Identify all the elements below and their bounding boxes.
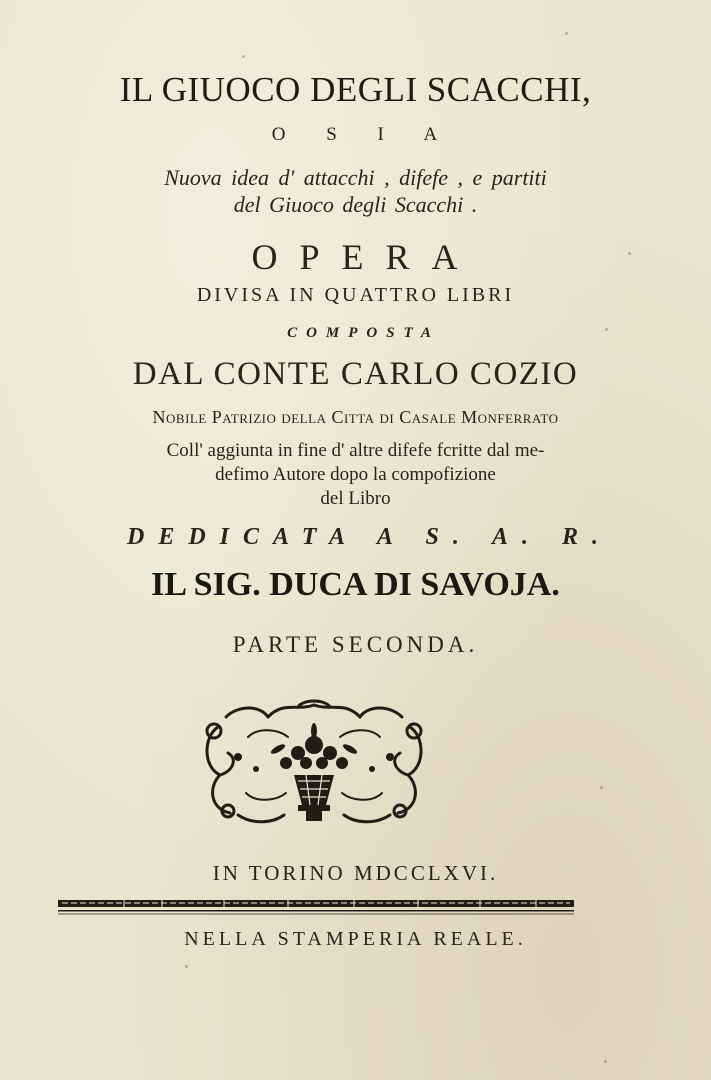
dedication-line: DEDICATA A S. A. R. xyxy=(127,524,612,550)
addition-line-2: defimo Autore dopo la compofizione xyxy=(215,464,496,485)
dedicatee-line: IL SIG. DUCA DI SAVOJA. xyxy=(151,566,560,603)
floral-cartouche-ornament-icon xyxy=(198,697,430,831)
osia-line: O S I A xyxy=(271,124,456,145)
paper-speck xyxy=(600,786,603,789)
book-title: IL GIUOCO DEGLI SCACCHI, xyxy=(119,70,592,109)
paper-speck xyxy=(604,1060,607,1063)
divisa-line: DIVISA IN QUATTRO LIBRI xyxy=(196,284,515,306)
paper-speck xyxy=(242,55,245,58)
part-line: PARTE SECONDA. xyxy=(232,632,479,657)
addition-line-3: del Libro xyxy=(320,488,391,509)
subtitle-line-2: del Giuoco degli Scacchi . xyxy=(233,192,478,217)
author-name: DAL CONTE CARLO COZIO xyxy=(132,356,579,392)
subtitle-line-1: Nuova idea d' attacchi , difefe , e partiti xyxy=(164,165,547,190)
paper-speck xyxy=(605,328,608,331)
composta-line: COMPOSTA xyxy=(287,325,440,341)
typographic-rule-icon xyxy=(58,898,574,916)
paper-speck xyxy=(628,252,631,255)
author-title: Nobile Patrizio della Citta di Casale Monferrato xyxy=(152,407,559,427)
opera-heading: OPERA xyxy=(251,237,480,277)
paper-speck xyxy=(565,32,568,35)
paper-speck xyxy=(185,965,188,968)
addition-line-1: Coll' aggiunta in fine d' altre difefe fcritte dal me- xyxy=(166,440,545,461)
imprint-place-date: IN TORINO MDCCLXVI. xyxy=(212,861,499,885)
imprint-printer: NELLA STAMPERIA REALE. xyxy=(184,928,527,950)
